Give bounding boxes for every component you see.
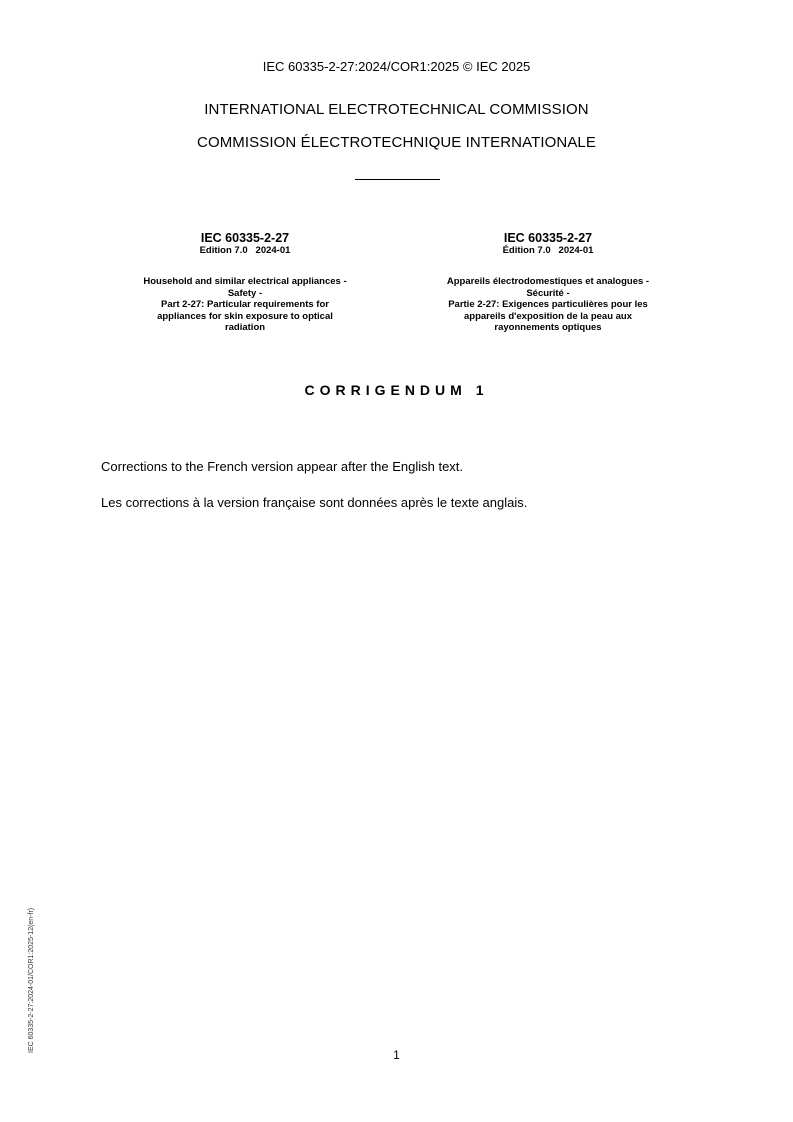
divider <box>355 179 440 180</box>
edition: Édition 7.0 2024-01 <box>502 245 594 256</box>
title-line: appliances for skin exposure to optical <box>157 310 333 322</box>
title-line: Household and similar electrical appliances - <box>143 276 347 287</box>
standard-number: IEC 60335-2-27 <box>503 231 593 245</box>
title-line: Partie 2-27: Exigences particulières pour les <box>448 299 648 310</box>
corrigendum-heading: CORRIGENDUM 1 <box>304 382 489 398</box>
paragraph-en: Corrections to the French version appear after the English text. <box>101 459 464 474</box>
organization-name-fr: COMMISSION ÉLECTROTECHNIQUE INTERNATIONALE <box>197 134 596 151</box>
title-line: Appareils électrodomestiques et analogues - <box>446 276 650 287</box>
title-line: rayonnements optiques <box>494 322 602 333</box>
english-block <box>100 231 390 334</box>
title-line: appareils d'exposition de la peau aux <box>463 310 633 322</box>
title-line: Sécurité - <box>526 287 570 299</box>
paragraph-fr: Les corrections à la version française sont données après le texte anglais. <box>101 495 528 510</box>
page-number: 1 <box>393 1048 400 1062</box>
organization-name-en: INTERNATIONAL ELECTROTECHNICAL COMMISSION <box>204 101 589 118</box>
side-reference: IEC 60335-2-27:2024-01/COR1:2025-12(en-fr) <box>28 907 35 1053</box>
standard-title <box>403 276 693 334</box>
french-block <box>403 231 693 334</box>
document-reference: IEC 60335-2-27:2024/COR1:2025 © IEC 2025 <box>262 59 531 74</box>
title-line: Safety - <box>227 287 263 299</box>
edition: Edition 7.0 2024-01 <box>199 245 291 256</box>
standard-number: IEC 60335-2-27 <box>200 231 290 245</box>
title-line: radiation <box>224 322 266 333</box>
title-line: Part 2-27: Particular requirements for <box>161 299 329 310</box>
standard-title <box>100 276 390 334</box>
